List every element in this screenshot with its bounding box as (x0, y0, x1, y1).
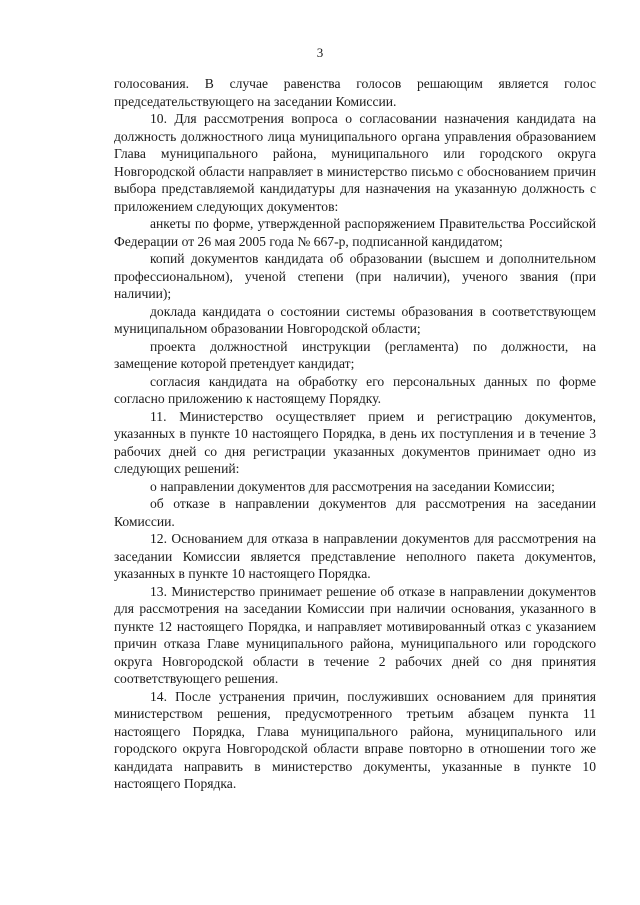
list-item-consent: согласия кандидата на обработку его персональных данных по форме согласно приложению к настоящему Порядку. (114, 373, 596, 406)
paragraph-item-10: 10. Для рассмотрения вопроса о согласовании назначения кандидата на должность должностного лица муниципального органа управления образованием Глава муниципального района, муниципального или городского округа Новгородской области направляет в министерство письмо с обоснованием причин выбора представляемой кандидатуры для назначения на указанную должность с приложением следующих документов: (114, 111, 596, 214)
list-item-report: доклада кандидата о состоянии системы образования в соответствующем муниципальном образовании Новгородской области; (114, 303, 596, 336)
paragraph-item-13: 13. Министерство принимает решение об отказе в направлении документов для рассмотрения на заседании Комиссии при наличии основания, указанного в пункте 12 настоящего Порядка, и направляет мотивированный отказ с указанием причин отказа Главе муниципального района, муниципального или городского округа Новгородской области в течение 2 рабочих дней со дня принятия соответствующего решения. (114, 583, 596, 686)
list-item-job-description: проекта должностной инструкции (регламента) по должности, на замещение которой претендует кандидат; (114, 338, 596, 371)
paragraph-item-11: 11. Министерство осуществляет прием и регистрацию документов, указанных в пункте 10 настоящего Порядка, в день их поступления и в течение 3 рабочих дней со дня регистрации указанных документов принимает одно из следующих решений: (114, 408, 596, 476)
paragraph-continuation: голосования. В случае равенства голосов решающим является голос председательствующего на заседании Комиссии. (114, 76, 596, 109)
list-item-education-copies: копий документов кандидата об образовании (высшем и дополнительном профессиональном), ученой степени (при наличии), ученого звания (при наличии); (114, 251, 596, 301)
list-item-questionnaire: анкеты по форме, утвержденной распоряжением Правительства Российской Федерации от 26 мая 2005 года № 667-р, подписанной кандидатом; (114, 216, 596, 249)
paragraph-item-12: 12. Основанием для отказа в направлении документов для рассмотрения на заседании Комиссии является представление неполного пакета документов, указанных в пункте 10 настоящего Порядка. (114, 531, 596, 581)
paragraph-item-14: 14. После устранения причин, послуживших основанием для принятия министерством решения, предусмотренного третьим абзацем пункта 11 настоящего Порядка, Глава муниципального района, муниципального или городского округа Новгородской области вправе повторно в отношении того же кандидата направить в министерство документы, указанные в пункте 10 настоящего Порядка. (114, 688, 596, 791)
decision-option-send: о направлении документов для рассмотрения на заседании Комиссии; (150, 478, 555, 494)
decision-option-refuse: об отказе в направлении документов для рассмотрения на заседании Комиссии. (114, 496, 596, 529)
page-number: 3 (316, 45, 324, 60)
document-body (114, 75, 596, 793)
